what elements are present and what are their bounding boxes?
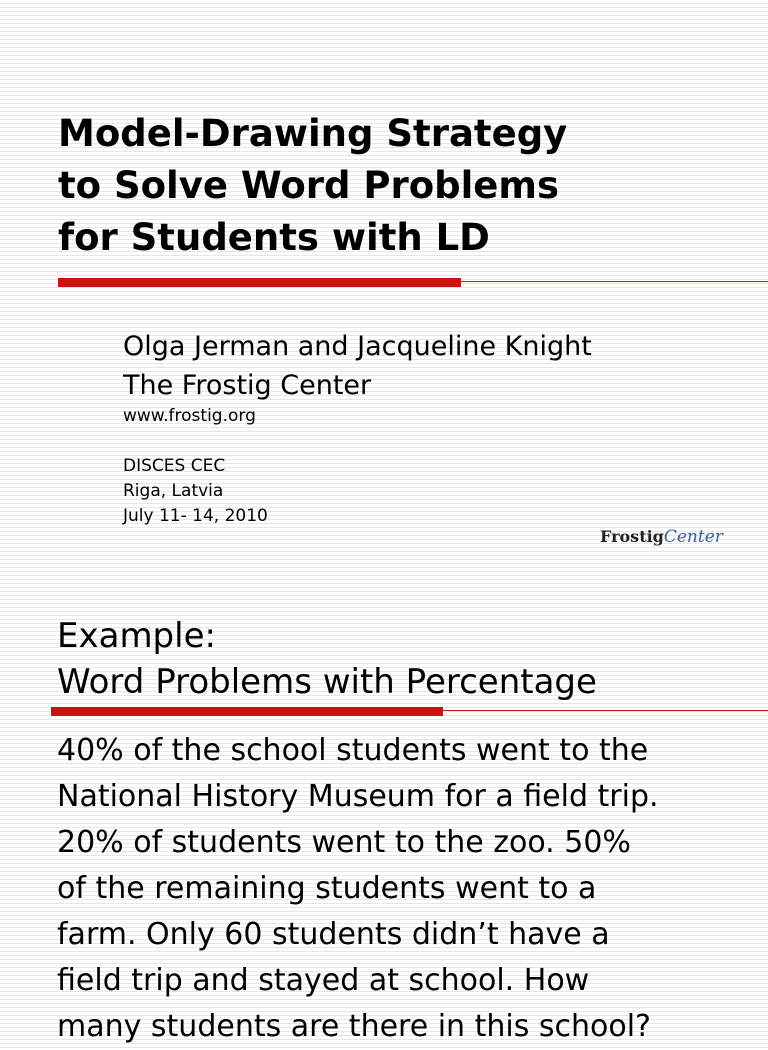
problem-line: 20% of students went to the zoo. 50%	[57, 825, 631, 860]
frostig-center-logo	[600, 526, 723, 548]
example-title	[57, 613, 597, 705]
title-line: to Solve Word Problems	[58, 164, 559, 207]
logo-text-frostig: Frostig	[600, 527, 664, 546]
event-location: Riga, Latvia	[123, 481, 224, 501]
problem-line: National History Museum for a field trip.	[57, 779, 659, 814]
event-info	[123, 454, 268, 529]
logo-text-center: Center	[663, 527, 723, 547]
problem-line: many students are there in this school?	[57, 1009, 651, 1044]
divider-thin-line	[443, 710, 768, 711]
website-link[interactable]: www.frostig.org	[123, 406, 256, 426]
event-dates: July 11- 14, 2010	[123, 506, 268, 526]
divider-thick-bar	[58, 278, 461, 287]
author-names: Olga Jerman and Jacqueline Knight	[123, 331, 592, 362]
author-block	[123, 327, 592, 405]
problem-line: of the remaining students went to a	[57, 871, 597, 906]
problem-line: 40% of the school students went to the	[57, 733, 649, 768]
divider-thin-line	[461, 281, 768, 282]
problem-line: field trip and stayed at school. How	[57, 963, 590, 998]
problem-line: farm. Only 60 students didn’t have a	[57, 917, 610, 952]
title-line: Model-Drawing Strategy	[58, 112, 568, 155]
title-line: Example:	[57, 616, 216, 656]
title-line: Word Problems with Percentage	[57, 662, 597, 702]
word-problem-text	[57, 728, 757, 1050]
title-line: for Students with LD	[58, 216, 490, 259]
divider-thick-bar	[51, 707, 443, 716]
presentation-title	[58, 108, 567, 264]
example-slide	[0, 595, 768, 1044]
event-name: DISCES CEC	[123, 456, 226, 476]
organization-name: The Frostig Center	[123, 370, 372, 401]
website-block	[123, 404, 256, 429]
